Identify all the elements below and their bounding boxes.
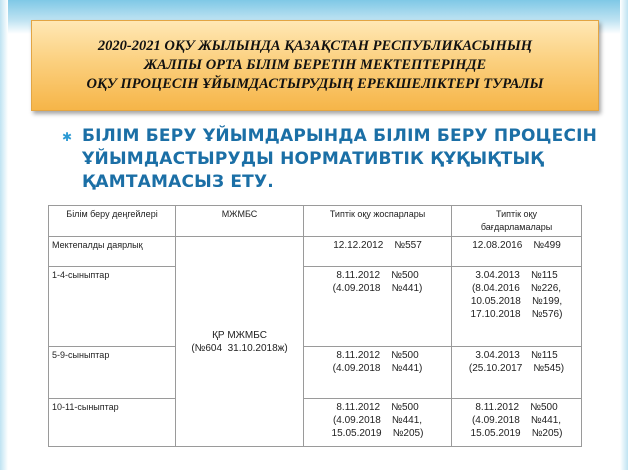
section-heading (62, 125, 602, 194)
left-decor-edge (0, 0, 8, 470)
cell-level: 10-11-сыныптар (49, 399, 176, 447)
table-header-row (49, 206, 582, 237)
right-decor-edge (620, 0, 628, 470)
cell-programs: 8.11.2012 №500 (4.09.2018 №441, 15.05.2019 №205) (452, 399, 582, 447)
title-line-3: ОҚУ ПРОЦЕСІН ҰЙЫМДАСТЫРУДЫҢ ЕРЕКШЕЛІКТЕРІ ТУРАЛЫ (86, 76, 544, 92)
cell-plans: 8.11.2012 №500 (4.09.2018 №441) (304, 347, 452, 399)
bullet-icon: ✱ (62, 130, 73, 144)
table-row (49, 399, 582, 447)
table-row (49, 267, 582, 347)
header-mzhmbs: МЖМБС (176, 206, 304, 237)
cell-programs: 3.04.2013 №115 (25.10.2017 №545) (452, 347, 582, 399)
regulations-table (48, 205, 582, 447)
cell-level: 1-4-сыныптар (49, 267, 176, 347)
cell-plans: 8.11.2012 №500 (4.09.2018 №441) (304, 267, 452, 347)
title-line-1: 2020-2021 ОҚУ ЖЫЛЫНДА ҚАЗАҚСТАН РЕСПУБЛИКАСЫНЫҢ (97, 38, 533, 54)
section-heading-line-2: ҰЙЫМДАСТЫРУДЫ НОРМАТИВТІК ҚҰҚЫҚТЫҚ (82, 149, 544, 169)
cell-level: 5-9-сыныптар (49, 347, 176, 399)
section-heading-line-3: ҚАМТАМАСЫЗ ЕТУ. (82, 172, 274, 192)
header-education-levels: Білім беру деңгейлері (49, 206, 176, 237)
cell-plans: 8.11.2012 №500 (4.09.2018 №441, 15.05.2019 №205) (304, 399, 452, 447)
header-standard-plans: Типтік оқу жоспарлары (304, 206, 452, 237)
title-banner (31, 20, 599, 111)
cell-mzhmbs-merged: ҚР МЖМБС (№604 31.10.2018ж) (176, 237, 304, 447)
title-line-2: ЖАЛПЫ ОРТА БІЛІМ БЕРЕТІН МЕКТЕПТЕРІНДЕ (143, 57, 487, 73)
cell-plans: 12.12.2012 №557 (304, 237, 452, 267)
table-row (49, 347, 582, 399)
cell-programs: 12.08.2016 №499 (452, 237, 582, 267)
header-standard-programs: Типтік оқу бағдарламалары (452, 206, 582, 237)
section-heading-line-1: БІЛІМ БЕРУ ҰЙЫМДАРЫНДА БІЛІМ БЕРУ ПРОЦЕСІН (82, 126, 598, 146)
table-row (49, 237, 582, 267)
cell-programs: 3.04.2013 №115 (8.04.2016 №226, 10.05.2018 №199, 17.10.2018 №576) (452, 267, 582, 347)
cell-level: Мектепалды даярлық (49, 237, 176, 267)
